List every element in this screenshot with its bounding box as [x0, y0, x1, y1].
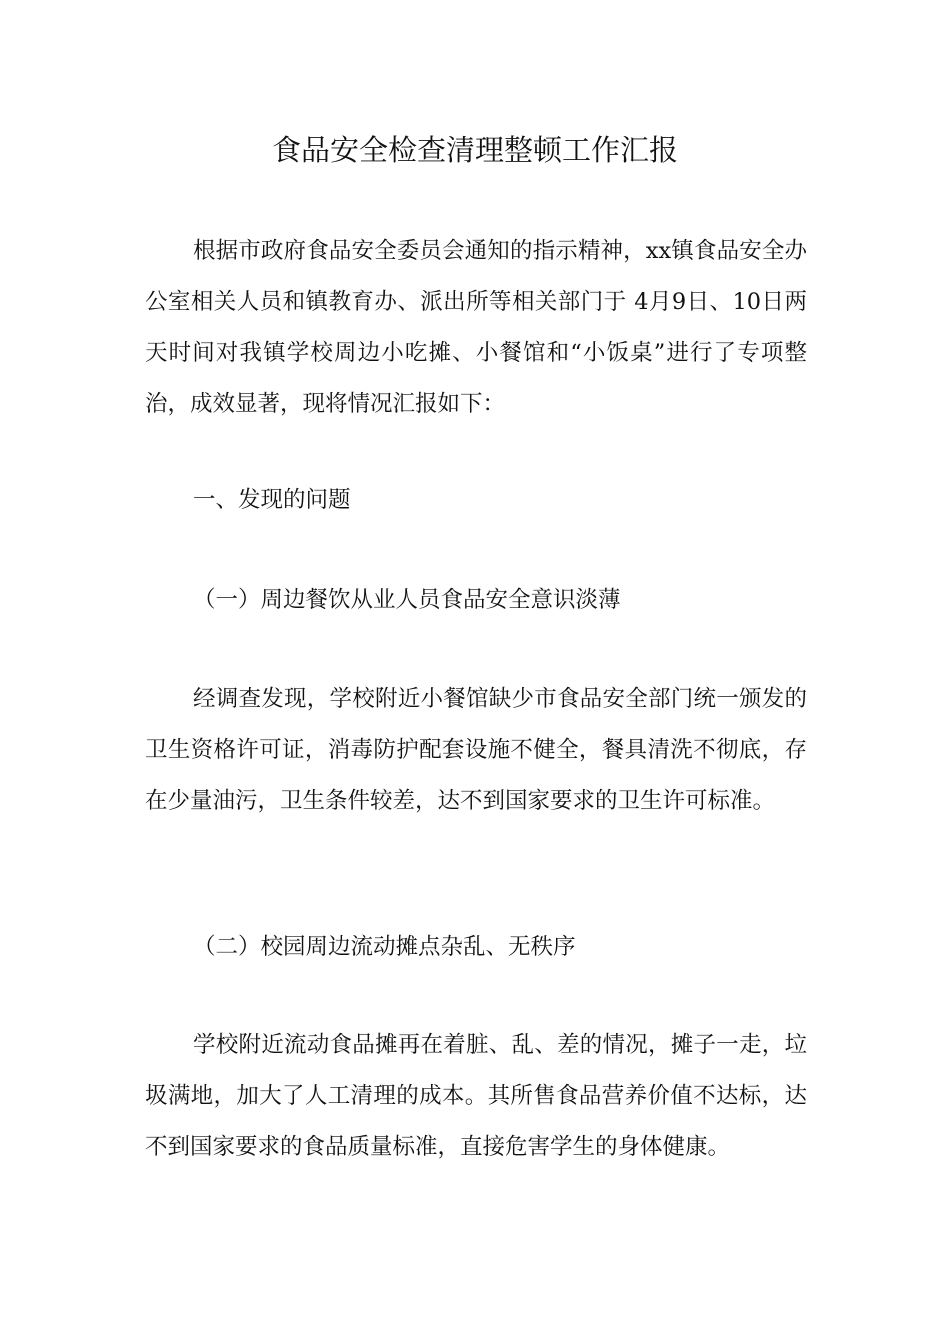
section-heading-problems: 一、发现的问题	[193, 487, 351, 513]
subsection-heading-1: （一）周边餐饮从业人员食品安全意识淡薄	[193, 587, 621, 613]
intro-paragraph: 根据市政府食品安全委员会通知的指示精神，xx镇食品安全办公室相关人员和镇教育办、派出所等相关部门于 4月9日、10日两天时间对我镇学校周边小吃摊、小餐馆和“小饭桌”进行了专项整治，成效显著，现将情况汇报如下：	[145, 238, 807, 417]
subsection-body-2: 学校附近流动食品摊再在着脏、乱、差的情况，摊子一走，垃圾满地，加大了人工清理的成本。其所售食品营养价值不达标，达不到国家要求的食品质量标准，直接危害学生的身体健康。	[145, 1032, 807, 1160]
subsection-body-1: 经调查发现，学校附近小餐馆缺少市食品安全部门统一颁发的卫生资格许可证，消毒防护配套设施不健全，餐具清洗不彻底，存在少量油污，卫生条件较差，达不到国家要求的卫生许可标准。	[145, 686, 807, 814]
subsection-heading-2: （二）校园周边流动摊点杂乱、无秩序	[193, 934, 576, 960]
document-title: 食品安全检查清理整顿工作汇报	[271, 133, 678, 167]
